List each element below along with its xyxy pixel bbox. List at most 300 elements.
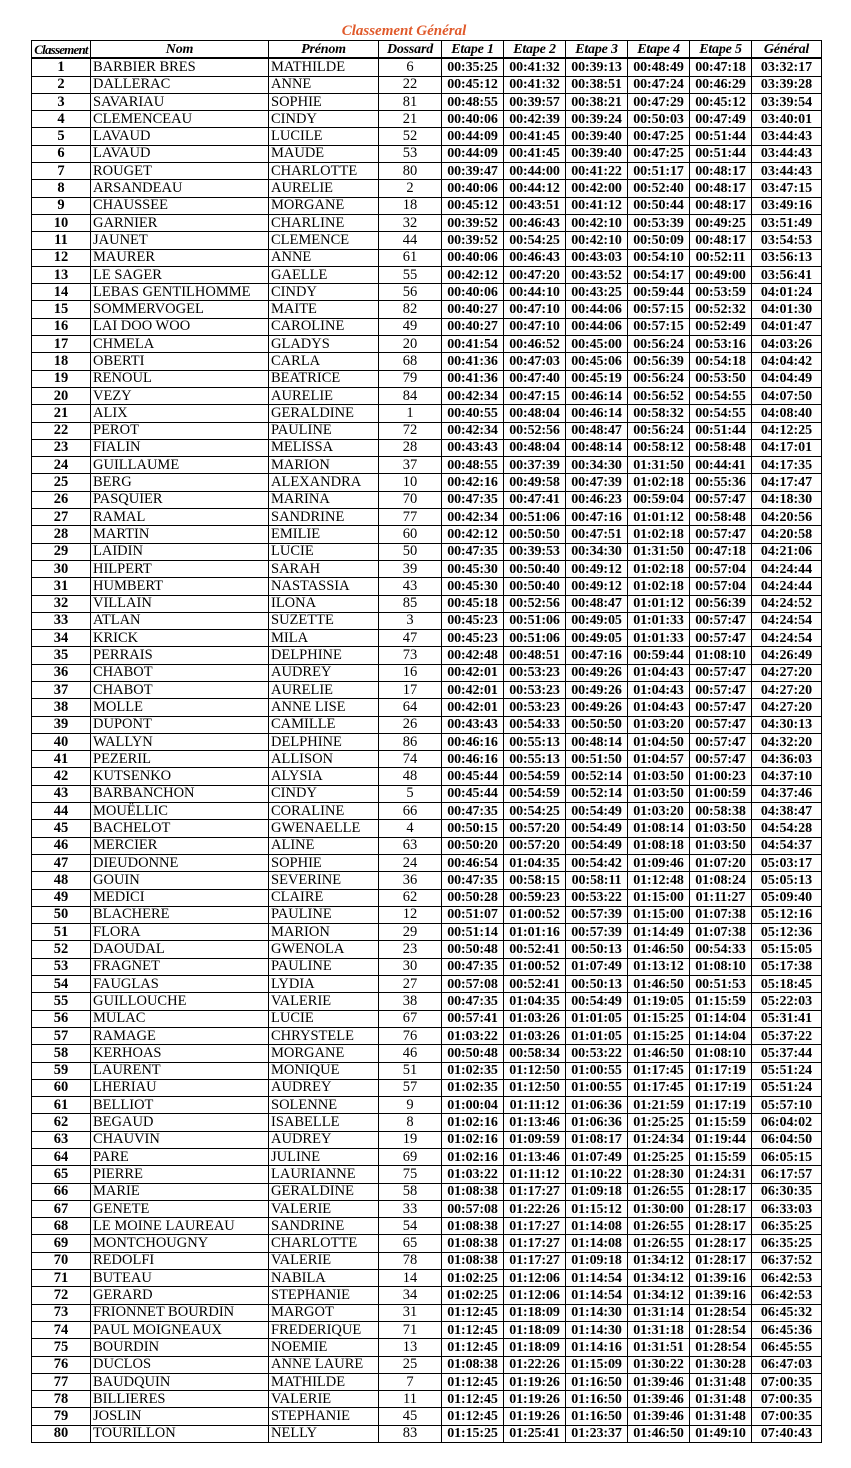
header-nom: Nom: [91, 41, 269, 59]
etape-4-cell: 00:50:03: [628, 111, 690, 128]
prenom-cell: PAULINE: [269, 422, 379, 439]
general-cell: 04:20:58: [752, 526, 822, 543]
rank-cell: 44: [32, 803, 91, 820]
nom-cell: LE SAGER: [91, 266, 269, 283]
nom-cell: FRAGNET: [91, 958, 269, 975]
etape-3-cell: 00:50:13: [566, 976, 628, 993]
rank-cell: 67: [32, 1200, 91, 1217]
dossard-cell: 72: [379, 422, 442, 439]
etape-3-cell: 00:45:00: [566, 336, 628, 353]
table-row: [32, 266, 822, 283]
general-cell: 06:42:53: [752, 1270, 822, 1287]
nom-cell: CHAUVIN: [91, 1131, 269, 1148]
etape-5-cell: 00:54:18: [690, 353, 752, 370]
dossard-cell: 26: [379, 716, 442, 733]
prenom-cell: FREDERIQUE: [269, 1321, 379, 1338]
general-cell: 04:12:25: [752, 422, 822, 439]
general-cell: 05:37:44: [752, 1045, 822, 1062]
nom-cell: BOURDIN: [91, 1339, 269, 1356]
general-cell: 03:32:17: [752, 58, 822, 76]
etape-1-cell: 00:51:07: [442, 906, 504, 923]
etape-2-cell: 00:53:23: [504, 664, 566, 681]
etape-3-cell: 01:00:55: [566, 1062, 628, 1079]
rank-cell: 65: [32, 1166, 91, 1183]
etape-3-cell: 00:52:14: [566, 785, 628, 802]
etape-2-cell: 01:17:27: [504, 1183, 566, 1200]
nom-cell: LAURENT: [91, 1062, 269, 1079]
rank-cell: 20: [32, 387, 91, 404]
etape-2-cell: 01:13:46: [504, 1149, 566, 1166]
etape-2-cell: 01:04:35: [504, 854, 566, 871]
rank-cell: 43: [32, 785, 91, 802]
prenom-cell: LUCIE: [269, 543, 379, 560]
etape-5-cell: 00:52:11: [690, 249, 752, 266]
table-row: [32, 509, 822, 526]
prenom-cell: CAMILLE: [269, 716, 379, 733]
dossard-cell: 38: [379, 993, 442, 1010]
etape-2-cell: 00:54:25: [504, 803, 566, 820]
etape-2-cell: 00:39:53: [504, 543, 566, 560]
etape-5-cell: 01:00:59: [690, 785, 752, 802]
etape-4-cell: 01:04:57: [628, 751, 690, 768]
etape-3-cell: 01:14:54: [566, 1270, 628, 1287]
etape-1-cell: 00:50:20: [442, 837, 504, 854]
etape-1-cell: 00:39:52: [442, 214, 504, 231]
rank-cell: 68: [32, 1218, 91, 1235]
etape-3-cell: 00:39:24: [566, 111, 628, 128]
etape-2-cell: 00:57:20: [504, 837, 566, 854]
nom-cell: DIEUDONNE: [91, 854, 269, 871]
etape-1-cell: 00:39:52: [442, 232, 504, 249]
etape-5-cell: 00:57:47: [690, 612, 752, 629]
general-cell: 05:57:10: [752, 1097, 822, 1114]
etape-5-cell: 01:39:16: [690, 1270, 752, 1287]
general-cell: 04:36:03: [752, 751, 822, 768]
nom-cell: ATLAN: [91, 612, 269, 629]
etape-4-cell: 00:57:15: [628, 318, 690, 335]
dossard-cell: 65: [379, 1235, 442, 1252]
rank-cell: 80: [32, 1425, 91, 1442]
nom-cell: MEDICI: [91, 889, 269, 906]
etape-2-cell: 00:52:41: [504, 941, 566, 958]
table-row: [32, 387, 822, 404]
table-row: [32, 370, 822, 387]
etape-4-cell: 01:01:33: [628, 612, 690, 629]
nom-cell: CHAUSSEE: [91, 197, 269, 214]
prenom-cell: SANDRINE: [269, 1218, 379, 1235]
dossard-cell: 82: [379, 301, 442, 318]
rank-cell: 36: [32, 664, 91, 681]
general-cell: 03:44:43: [752, 128, 822, 145]
etape-1-cell: 00:50:15: [442, 820, 504, 837]
rank-cell: 42: [32, 768, 91, 785]
etape-4-cell: 01:30:00: [628, 1200, 690, 1217]
etape-4-cell: 00:59:44: [628, 284, 690, 301]
etape-3-cell: 00:44:06: [566, 318, 628, 335]
etape-5-cell: 00:51:53: [690, 976, 752, 993]
rank-cell: 15: [32, 301, 91, 318]
etape-3-cell: 00:42:00: [566, 180, 628, 197]
etape-1-cell: 00:42:12: [442, 266, 504, 283]
etape-2-cell: 00:51:06: [504, 612, 566, 629]
rank-cell: 63: [32, 1131, 91, 1148]
etape-3-cell: 00:47:51: [566, 526, 628, 543]
nom-cell: GUILLAUME: [91, 457, 269, 474]
table-row: [32, 1183, 822, 1200]
etape-5-cell: 00:58:48: [690, 509, 752, 526]
nom-cell: BILLIERES: [91, 1391, 269, 1408]
prenom-cell: STEPHANIE: [269, 1408, 379, 1425]
prenom-cell: MELISSA: [269, 439, 379, 456]
etape-5-cell: 01:03:50: [690, 837, 752, 854]
general-cell: 04:03:26: [752, 336, 822, 353]
general-cell: 04:27:20: [752, 681, 822, 698]
etape-1-cell: 00:41:36: [442, 353, 504, 370]
table-row: [32, 163, 822, 180]
etape-3-cell: 00:54:49: [566, 837, 628, 854]
dossard-cell: 79: [379, 370, 442, 387]
etape-1-cell: 00:44:09: [442, 145, 504, 162]
etape-3-cell: 00:58:11: [566, 872, 628, 889]
etape-4-cell: 00:58:32: [628, 405, 690, 422]
etape-4-cell: 01:01:12: [628, 595, 690, 612]
nom-cell: TOURILLON: [91, 1425, 269, 1442]
nom-cell: BAUDQUIN: [91, 1373, 269, 1390]
rank-cell: 46: [32, 837, 91, 854]
rank-cell: 58: [32, 1045, 91, 1062]
etape-4-cell: 00:58:12: [628, 439, 690, 456]
header-row: [32, 41, 822, 59]
etape-3-cell: 00:54:49: [566, 803, 628, 820]
dossard-cell: 33: [379, 1200, 442, 1217]
table-row: [32, 664, 822, 681]
header-etape-2: Etape 2: [504, 41, 566, 59]
dossard-cell: 13: [379, 1339, 442, 1356]
etape-4-cell: 00:50:09: [628, 232, 690, 249]
etape-5-cell: 01:07:38: [690, 924, 752, 941]
general-cell: 04:27:20: [752, 699, 822, 716]
dossard-cell: 58: [379, 1183, 442, 1200]
etape-5-cell: 01:28:17: [690, 1183, 752, 1200]
table-row: [32, 232, 822, 249]
etape-3-cell: 00:57:39: [566, 924, 628, 941]
etape-4-cell: 01:15:00: [628, 906, 690, 923]
etape-4-cell: 01:24:34: [628, 1131, 690, 1148]
nom-cell: FRIONNET BOURDIN: [91, 1304, 269, 1321]
etape-5-cell: 00:48:17: [690, 163, 752, 180]
dossard-cell: 51: [379, 1062, 442, 1079]
rank-cell: 70: [32, 1252, 91, 1269]
header-general: Général: [752, 41, 822, 59]
etape-3-cell: 01:10:22: [566, 1166, 628, 1183]
table-row: [32, 111, 822, 128]
etape-5-cell: 00:54:55: [690, 387, 752, 404]
header-dossard: Dossard: [379, 41, 442, 59]
etape-5-cell: 00:54:55: [690, 405, 752, 422]
etape-3-cell: 01:15:09: [566, 1356, 628, 1373]
etape-3-cell: 01:09:18: [566, 1183, 628, 1200]
prenom-cell: ALLISON: [269, 751, 379, 768]
dossard-cell: 12: [379, 906, 442, 923]
prenom-cell: CHRYSTELE: [269, 1027, 379, 1044]
etape-5-cell: 01:07:38: [690, 906, 752, 923]
dossard-cell: 9: [379, 1097, 442, 1114]
etape-2-cell: 00:54:59: [504, 785, 566, 802]
etape-5-cell: 00:49:00: [690, 266, 752, 283]
etape-3-cell: 00:39:40: [566, 128, 628, 145]
etape-5-cell: 01:00:23: [690, 768, 752, 785]
dossard-cell: 17: [379, 681, 442, 698]
etape-1-cell: 00:57:08: [442, 1200, 504, 1217]
dossard-cell: 57: [379, 1079, 442, 1096]
etape-1-cell: 00:47:35: [442, 958, 504, 975]
dossard-cell: 85: [379, 595, 442, 612]
etape-5-cell: 01:07:20: [690, 854, 752, 871]
etape-1-cell: 00:50:48: [442, 1045, 504, 1062]
etape-4-cell: 00:53:39: [628, 214, 690, 231]
etape-4-cell: 01:31:51: [628, 1339, 690, 1356]
dossard-cell: 53: [379, 145, 442, 162]
etape-1-cell: 00:41:54: [442, 336, 504, 353]
etape-1-cell: 01:12:45: [442, 1408, 504, 1425]
etape-2-cell: 00:50:40: [504, 578, 566, 595]
etape-4-cell: 01:46:50: [628, 1045, 690, 1062]
etape-1-cell: 00:40:27: [442, 318, 504, 335]
rank-cell: 9: [32, 197, 91, 214]
general-cell: 04:20:56: [752, 509, 822, 526]
header-etape-4: Etape 4: [628, 41, 690, 59]
etape-1-cell: 00:57:08: [442, 976, 504, 993]
rank-cell: 6: [32, 145, 91, 162]
general-cell: 07:40:43: [752, 1425, 822, 1442]
prenom-cell: MARINA: [269, 491, 379, 508]
general-cell: 05:37:22: [752, 1027, 822, 1044]
etape-5-cell: 01:49:10: [690, 1425, 752, 1442]
table-row: [32, 457, 822, 474]
etape-3-cell: 00:49:05: [566, 612, 628, 629]
table-row: [32, 58, 822, 76]
rank-cell: 51: [32, 924, 91, 941]
etape-3-cell: 00:53:22: [566, 1045, 628, 1062]
etape-5-cell: 01:03:50: [690, 820, 752, 837]
rank-cell: 75: [32, 1339, 91, 1356]
prenom-cell: ANNE LAURE: [269, 1356, 379, 1373]
etape-3-cell: 00:48:47: [566, 595, 628, 612]
rank-cell: 18: [32, 353, 91, 370]
table-row: [32, 630, 822, 647]
general-cell: 06:35:25: [752, 1235, 822, 1252]
etape-4-cell: 01:04:43: [628, 664, 690, 681]
dossard-cell: 32: [379, 214, 442, 231]
etape-3-cell: 00:54:42: [566, 854, 628, 871]
table-row: [32, 803, 822, 820]
prenom-cell: MAUDE: [269, 145, 379, 162]
table-row: [32, 318, 822, 335]
general-cell: 03:56:41: [752, 266, 822, 283]
dossard-cell: 48: [379, 768, 442, 785]
rank-cell: 49: [32, 889, 91, 906]
etape-1-cell: 00:48:55: [442, 457, 504, 474]
etape-1-cell: 01:02:16: [442, 1149, 504, 1166]
rank-cell: 21: [32, 405, 91, 422]
nom-cell: HILPERT: [91, 560, 269, 577]
page-title: Classement Général: [341, 23, 467, 39]
etape-1-cell: 00:43:43: [442, 716, 504, 733]
nom-cell: ALIX: [91, 405, 269, 422]
rank-cell: 77: [32, 1373, 91, 1390]
dossard-cell: 81: [379, 93, 442, 110]
etape-4-cell: 01:08:18: [628, 837, 690, 854]
general-cell: 03:40:01: [752, 111, 822, 128]
prenom-cell: GWENOLA: [269, 941, 379, 958]
etape-2-cell: 00:50:50: [504, 526, 566, 543]
etape-4-cell: 01:14:49: [628, 924, 690, 941]
general-cell: 03:39:54: [752, 93, 822, 110]
table-row: [32, 1097, 822, 1114]
nom-cell: HUMBERT: [91, 578, 269, 595]
general-cell: 03:44:43: [752, 145, 822, 162]
prenom-cell: SARAH: [269, 560, 379, 577]
etape-5-cell: 00:58:48: [690, 439, 752, 456]
etape-5-cell: 00:51:44: [690, 422, 752, 439]
prenom-cell: PAULINE: [269, 958, 379, 975]
table-row: [32, 353, 822, 370]
rank-cell: 40: [32, 733, 91, 750]
etape-2-cell: 01:22:26: [504, 1200, 566, 1217]
etape-1-cell: 00:40:06: [442, 249, 504, 266]
etape-4-cell: 00:48:49: [628, 58, 690, 76]
etape-2-cell: 01:19:26: [504, 1391, 566, 1408]
etape-3-cell: 01:07:49: [566, 1149, 628, 1166]
general-cell: 04:27:20: [752, 664, 822, 681]
etape-4-cell: 01:15:25: [628, 1010, 690, 1027]
general-cell: 04:04:49: [752, 370, 822, 387]
etape-1-cell: 01:15:25: [442, 1425, 504, 1442]
prenom-cell: ALYSIA: [269, 768, 379, 785]
nom-cell: BARBIER BRES: [91, 58, 269, 76]
table-row: [32, 1218, 822, 1235]
table-row: [32, 526, 822, 543]
etape-5-cell: 00:48:17: [690, 232, 752, 249]
dossard-cell: 4: [379, 820, 442, 837]
etape-5-cell: 01:28:17: [690, 1200, 752, 1217]
dossard-cell: 8: [379, 1114, 442, 1131]
etape-3-cell: 00:46:14: [566, 405, 628, 422]
nom-cell: LHERIAU: [91, 1079, 269, 1096]
etape-4-cell: 01:39:46: [628, 1408, 690, 1425]
etape-2-cell: 01:12:50: [504, 1079, 566, 1096]
prenom-cell: MILA: [269, 630, 379, 647]
prenom-cell: CINDY: [269, 284, 379, 301]
etape-1-cell: 00:45:23: [442, 630, 504, 647]
nom-cell: BELLIOT: [91, 1097, 269, 1114]
general-cell: 04:04:42: [752, 353, 822, 370]
etape-5-cell: 00:48:17: [690, 180, 752, 197]
prenom-cell: GAELLE: [269, 266, 379, 283]
etape-2-cell: 00:51:06: [504, 630, 566, 647]
etape-1-cell: 00:45:23: [442, 612, 504, 629]
nom-cell: ROUGET: [91, 163, 269, 180]
etape-4-cell: 01:03:20: [628, 803, 690, 820]
etape-4-cell: 01:46:50: [628, 941, 690, 958]
rank-cell: 59: [32, 1062, 91, 1079]
etape-2-cell: 00:47:40: [504, 370, 566, 387]
general-cell: 05:17:38: [752, 958, 822, 975]
etape-2-cell: 00:52:56: [504, 422, 566, 439]
etape-3-cell: 00:48:14: [566, 733, 628, 750]
etape-5-cell: 00:49:25: [690, 214, 752, 231]
prenom-cell: CINDY: [269, 111, 379, 128]
etape-1-cell: 01:02:16: [442, 1114, 504, 1131]
rank-cell: 56: [32, 1010, 91, 1027]
etape-4-cell: 00:59:04: [628, 491, 690, 508]
rank-cell: 31: [32, 578, 91, 595]
etape-1-cell: 00:46:54: [442, 854, 504, 871]
etape-3-cell: 00:42:10: [566, 214, 628, 231]
dossard-cell: 61: [379, 249, 442, 266]
nom-cell: PAUL MOIGNEAUX: [91, 1321, 269, 1338]
etape-2-cell: 01:03:26: [504, 1027, 566, 1044]
dossard-cell: 43: [379, 578, 442, 595]
header-etape-3: Etape 3: [566, 41, 628, 59]
table-row: [32, 145, 822, 162]
etape-5-cell: 00:57:04: [690, 578, 752, 595]
rank-cell: 55: [32, 993, 91, 1010]
etape-4-cell: 01:31:50: [628, 457, 690, 474]
general-cell: 04:17:01: [752, 439, 822, 456]
general-cell: 04:24:44: [752, 578, 822, 595]
etape-1-cell: 00:35:25: [442, 58, 504, 76]
table-row: [32, 93, 822, 110]
table-row: [32, 924, 822, 941]
nom-cell: BLACHERE: [91, 906, 269, 923]
prenom-cell: PAULINE: [269, 906, 379, 923]
nom-cell: BARBANCHON: [91, 785, 269, 802]
etape-2-cell: 01:11:12: [504, 1166, 566, 1183]
etape-3-cell: 00:38:21: [566, 93, 628, 110]
rank-cell: 52: [32, 941, 91, 958]
prenom-cell: GWENAELLE: [269, 820, 379, 837]
etape-5-cell: 00:57:04: [690, 560, 752, 577]
etape-5-cell: 00:57:47: [690, 699, 752, 716]
etape-1-cell: 00:44:09: [442, 128, 504, 145]
prenom-cell: AUDREY: [269, 1131, 379, 1148]
dossard-cell: 18: [379, 197, 442, 214]
etape-4-cell: 01:04:43: [628, 681, 690, 698]
etape-3-cell: 00:34:30: [566, 543, 628, 560]
rank-cell: 17: [32, 336, 91, 353]
general-cell: 05:09:40: [752, 889, 822, 906]
rank-cell: 13: [32, 266, 91, 283]
dossard-cell: 54: [379, 1218, 442, 1235]
etape-2-cell: 00:46:43: [504, 249, 566, 266]
dossard-cell: 7: [379, 1373, 442, 1390]
etape-2-cell: 00:48:04: [504, 405, 566, 422]
etape-4-cell: 01:31:18: [628, 1321, 690, 1338]
general-cell: 06:33:03: [752, 1200, 822, 1217]
etape-2-cell: 00:48:04: [504, 439, 566, 456]
dossard-cell: 31: [379, 1304, 442, 1321]
etape-4-cell: 00:56:24: [628, 370, 690, 387]
table-row: [32, 249, 822, 266]
etape-4-cell: 01:03:50: [628, 785, 690, 802]
general-cell: 06:42:53: [752, 1287, 822, 1304]
etape-2-cell: 01:12:50: [504, 1062, 566, 1079]
etape-2-cell: 01:18:09: [504, 1321, 566, 1338]
nom-cell: MARIE: [91, 1183, 269, 1200]
etape-3-cell: 01:14:16: [566, 1339, 628, 1356]
etape-1-cell: 01:03:22: [442, 1027, 504, 1044]
